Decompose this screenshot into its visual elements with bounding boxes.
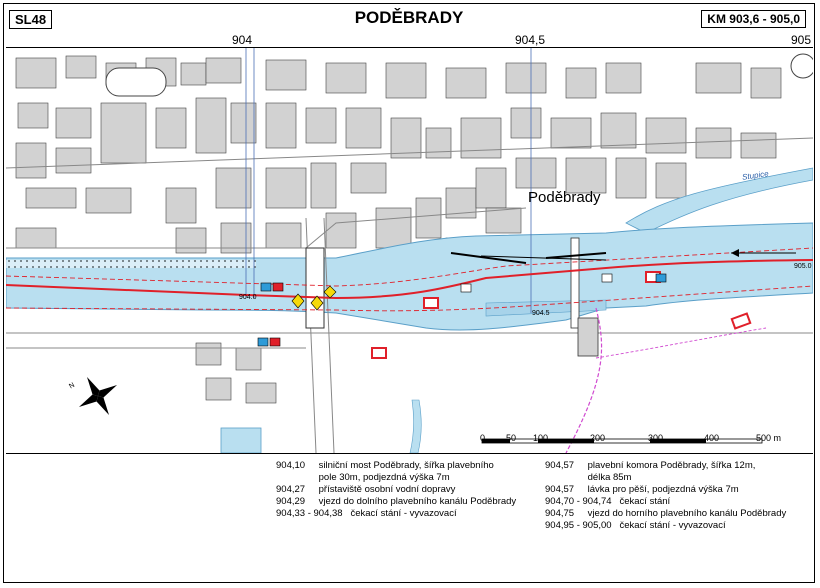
map-header bbox=[4, 4, 814, 34]
legend-row: 904,10 silniční most Poděbrady, šířka plavebního bbox=[276, 460, 494, 471]
road-bridge bbox=[306, 248, 324, 328]
legend-row: délka 85m bbox=[587, 472, 632, 483]
channel-km-label: 904.0 bbox=[239, 294, 257, 301]
sports-track bbox=[106, 68, 166, 96]
town-label: Poděbrady bbox=[528, 189, 601, 206]
km-range: KM 903,6 - 905,0 bbox=[701, 10, 806, 28]
map-canvas bbox=[6, 47, 813, 454]
km-tick-904-5: 904,5 bbox=[515, 33, 546, 47]
legend-row: 904,70 - 904,74 čekací stání bbox=[545, 496, 671, 507]
map-title: PODĚBRADY bbox=[354, 8, 464, 27]
river-label: Stupice bbox=[741, 169, 770, 182]
footbridge bbox=[571, 238, 579, 328]
legend-row: 904,95 - 905,00 čekací stání - vyvazovací bbox=[545, 520, 726, 531]
sheet-id: SL48 bbox=[9, 10, 52, 29]
scale-tick-label: 200 bbox=[590, 433, 606, 443]
legend-right bbox=[545, 460, 786, 532]
scale-tick-label: 500 m bbox=[756, 433, 782, 443]
scale-tick-label: 0 bbox=[480, 433, 486, 443]
km-tick-905: 905 bbox=[791, 33, 812, 47]
legend-row: pole 30m, podjezdná výška 7m bbox=[318, 472, 450, 483]
scale-tick-label: 400 bbox=[704, 433, 720, 443]
scale-tick-label: 50 bbox=[506, 433, 517, 443]
channel-km-label: 904.5 bbox=[532, 310, 550, 317]
legend-row: 904,29 vjezd do dolního plavebního kanálu Poděbrady bbox=[276, 496, 517, 507]
scale-tick-label: 100 bbox=[533, 433, 549, 443]
legend-row: 904,57 lávka pro pěší, podjezdná výška 7m bbox=[545, 484, 739, 495]
channel-km-label: 905.0 bbox=[794, 263, 812, 270]
legend-row: 904,33 - 904,38 čekací stání - vyvazovací bbox=[276, 508, 457, 519]
roundabout bbox=[791, 54, 813, 78]
legend-left bbox=[276, 460, 516, 520]
legend-row: 904,27 přístaviště osobní vodní dopravy bbox=[276, 484, 456, 495]
km-tick-904: 904 bbox=[232, 33, 253, 47]
scale-bar bbox=[482, 439, 762, 443]
navigation-lock bbox=[578, 318, 598, 356]
legend-row: 904,57 plavební komora Poděbrady, šířka 12m, bbox=[545, 460, 756, 471]
legend-row: 904,75 vjezd do horního plavebního kanálu Poděbrady bbox=[545, 508, 787, 519]
svg-text:N: N bbox=[68, 381, 77, 391]
scale-tick-label: 300 bbox=[648, 433, 664, 443]
